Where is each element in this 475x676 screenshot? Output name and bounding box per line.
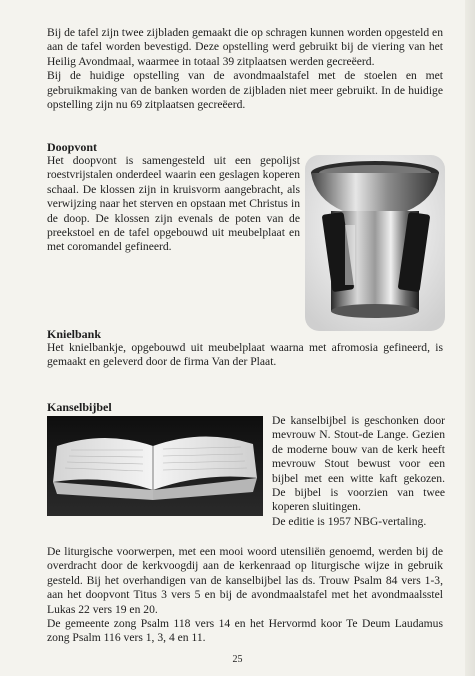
intro-paragraph-1: Bij de tafel zijn twee zijbladen gemaakt die op schragen kunnen worden opgesteld en aan de tafel worden bevestigd. Deze opstelling werd gebruikt bij de viering van het Heilig Avondmaal, waarmee in totaal 39 zitplaatsen werden gecreëerd.: [47, 26, 443, 68]
doopvont-heading: Doopvont: [47, 140, 98, 154]
closing-paragraph-1: De liturgische voorwerpen, met een mooi woord utensiliën genoemd, werden bij de overdracht door de kerkvoogdij aan de kerkenraad op liturgische wijze in gebruik gesteld. Bij het overhandigen van de kanselbijbel las ds. Trouw Psalm 84 vers 1-3, aan het doopvont Titus 3 vers 5 en bij de avondmaalstafel met het avondmaalsstel Lukas 22 vers 19 en 20.: [47, 545, 443, 616]
page-edge-shadow: [465, 0, 475, 676]
intro-text: [47, 26, 443, 112]
doopvont-photo: [305, 155, 445, 331]
knielbank-heading: Knielbank: [47, 327, 102, 341]
kanselbijbel-photo: [47, 416, 263, 516]
closing-paragraph-2: De gemeente zong Psalm 118 vers 14 en het Hervormd koor Te Deum Laudamus zong Psalm 116 vers 1, 3, 4 en 11.: [47, 617, 443, 645]
kanselbijbel-text: [272, 414, 445, 529]
kanselbijbel-description: De kanselbijbel is geschonken door mevrouw N. Stout-de Lange. Gezien de moderne bouw van de kerk heeft mevrouw Stout bewust voor een bijbel met een witte kaft gekozen. De bijbel is voorzien van twee koperen sluitingen.: [272, 414, 445, 514]
closing-text: [47, 545, 443, 646]
page-number: 25: [232, 654, 243, 665]
kanselbijbel-heading: Kanselbijbel: [47, 400, 112, 414]
doopvont-text: Het doopvont is samengesteld uit een gepolijst roestvrijstalen onderdeel waarin een geslagen koperen schaal. De klossen zijn in kruisvorm aangebracht, als verwijzing naar het sterven en opstaan met Christus in de doop. De klossen zijn evenals de poten van de preekstoel en de tafel opgebouwd uit meubelplaat en met coromandel gefineerd.: [47, 154, 300, 254]
kanselbijbel-edition: De editie is 1957 NBG-vertaling.: [272, 514, 427, 528]
knielbank-text: Het knielbankje, opgebouwd uit meubelplaat waarna met afromosia gefineerd, is gemaakt en geleverd door de firma Van der Plaat.: [47, 341, 443, 369]
intro-paragraph-2: Bij de huidige opstelling van de avondmaalstafel met de stoelen en met gebruikmaking van de banken worden de zijbladen niet meer gebruikt. In de huidige opstelling zijn nu 69 zitplaatsen gecreëerd.: [47, 69, 443, 112]
